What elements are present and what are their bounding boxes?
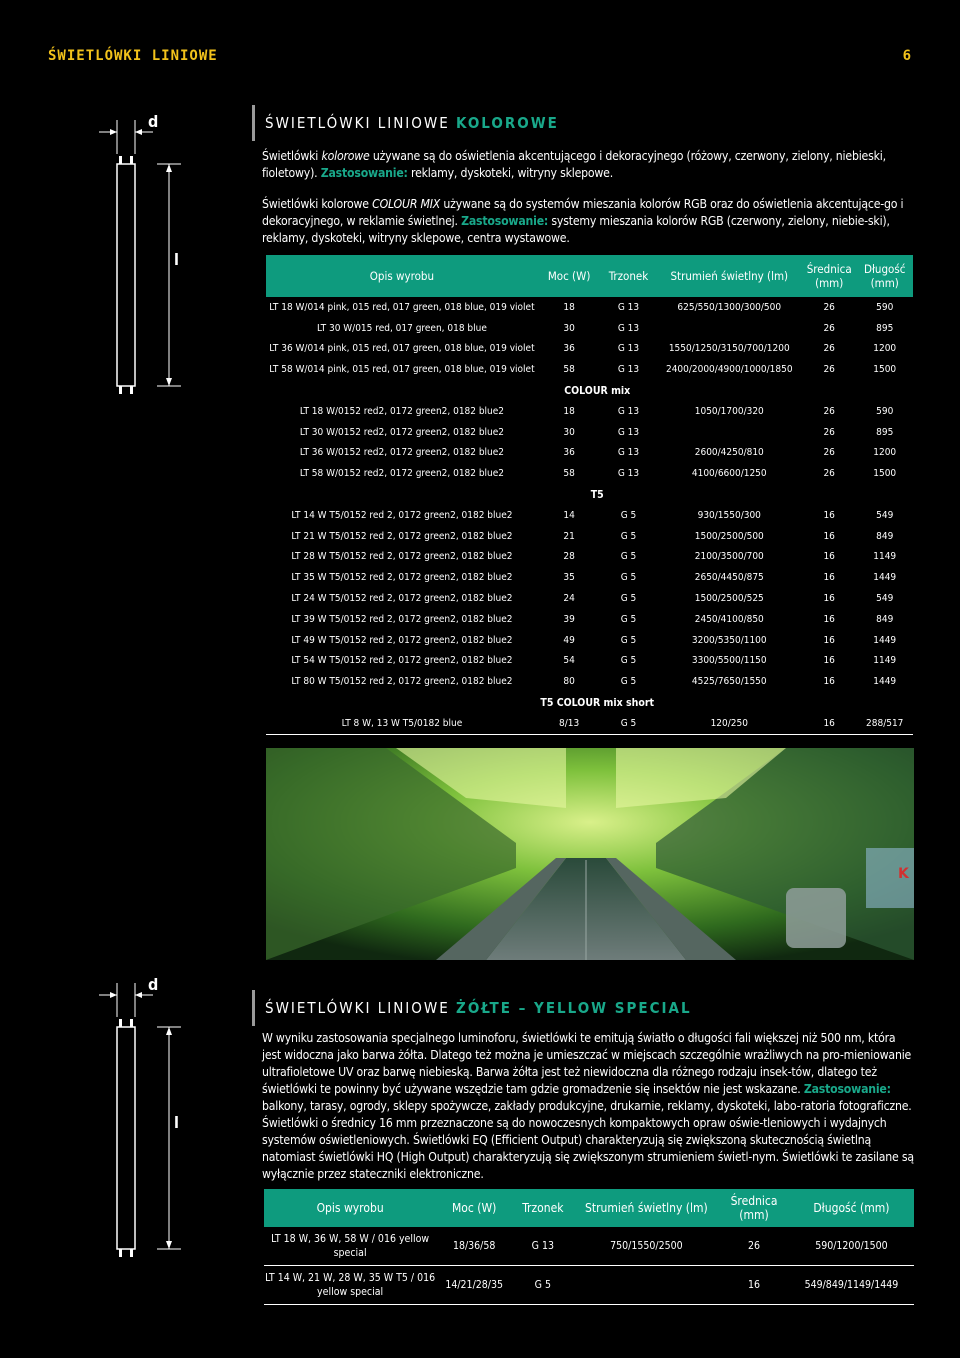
subheader-spacer [657,380,913,401]
cell-desc: LT 36 W/0152 red2, 0172 green2, 0182 blue2 [299,447,505,459]
table-subheader: COLOUR mix [564,384,631,397]
t2-col-flux: Strumień świetlny (lm) [574,1189,720,1227]
tube-dimension-diagram-1 [95,112,195,402]
table-row [264,1227,914,1266]
cell-value: 26 [823,322,835,334]
table-row [266,671,913,692]
cell-value: 1500/2500/525 [694,593,764,605]
subheader-spacer [657,692,913,713]
cell-value: 2400/2000/4900/1000/1850 [665,364,793,376]
colored-tubes-table [266,255,913,735]
cell-desc: LT 30 W/0152 red2, 0172 green2, 0182 blue2 [299,426,505,438]
table-row [266,713,913,734]
cell-value: 26 [823,405,835,417]
cell-value: 2600/4250/810 [694,447,764,459]
diagram-label-l: l [174,250,179,269]
cell-value: 36 [563,447,575,459]
cell-value: 80 [563,676,575,688]
cell-value: 1149 [873,655,897,667]
cell-value: 4100/6600/1250 [691,468,767,480]
subheader-spacer [266,380,538,401]
cell-value: 36 [563,343,575,355]
table-row [266,401,913,422]
cell-value: G 5 [620,655,637,667]
cell-value: G 13 [512,1227,574,1266]
section1-paragraph-1: Świetlówki kolorowe używane są do oświetlenia akcentującego i dekoracyjnego (różowy, czerwony, zielony, niebieski, fioletowy). Zastosowanie: reklamy, dyskoteki, witryny sklepowe. [262,149,886,180]
cell-desc: LT 39 W T5/0152 red 2, 0172 green2, 0182 blue2 [291,613,513,625]
cell-value: 590/1200/1500 [789,1227,914,1266]
cell-desc: LT 18 W/0152 red2, 0172 green2, 0182 blue2 [299,405,505,417]
cell-value: 16 [823,655,835,667]
t2-col-len: Długość (mm) [789,1189,914,1227]
cell-value: 14/21/28/35 [436,1266,512,1305]
t2-col-power: Moc (W) [436,1189,512,1227]
cell-desc: LT 18 W, 36 W, 58 W / 016 yellow special [264,1227,436,1266]
cell-value: 1550/1250/3150/700/1200 [668,343,790,355]
cell-value: 16 [719,1266,789,1305]
cell-value: 16 [823,676,835,688]
table-row [266,651,913,672]
col-desc: Opis wyrobu [266,255,538,297]
cell-value: 590 [876,405,894,417]
cell-value: 2450/4100/850 [694,613,764,625]
table-row [266,505,913,526]
cell-value: 1500/2500/500 [694,530,764,542]
subheader-spacer [266,484,538,505]
cell-value: 35 [563,572,575,584]
cell-value: G 13 [617,322,640,334]
table-row [266,588,913,609]
cell-value: 16 [823,509,835,521]
cell-value: 16 [823,530,835,542]
page-header [48,48,912,70]
cell-value: 54 [563,655,575,667]
cell-value: G 5 [620,530,637,542]
col-base: Trzonek [600,255,656,297]
cell-value: 120/250 [657,713,802,734]
cell-value: 2650/4450/875 [694,572,764,584]
cell-value: 4525/7650/1550 [691,676,767,688]
subheader-spacer [266,692,538,713]
cell-value: 1200 [873,343,897,355]
cell-desc: LT 8 W, 13 W T5/0182 blue [266,713,538,734]
cell-value: 1149 [873,551,897,563]
cell-value: G 13 [617,343,640,355]
table-row [266,547,913,568]
cell-desc: LT 14 W, 21 W, 28 W, 35 W T5 / 016 yellow special [264,1266,436,1305]
cell-value: 30 [563,322,575,334]
cell-value: 26 [823,426,835,438]
t2-col-desc: Opis wyrobu [264,1189,436,1227]
tube-dimension-diagram-2 [95,975,195,1265]
cell-value: 750/1550/2500 [574,1227,720,1266]
cell-value: 625/550/1300/300/500 [677,301,782,313]
cell-desc: LT 49 W T5/0152 red 2, 0172 green2, 0182 blue2 [291,634,513,646]
table-row [266,609,913,630]
cell-value: 26 [823,468,835,480]
cell-value: G 13 [617,468,640,480]
cell-value: G 5 [620,509,637,521]
cell-value: G 13 [617,364,640,376]
cell-value [657,318,802,339]
header-title: ŚWIETLÓWKI LINIOWE [48,48,218,64]
table-row [266,567,913,588]
section2-paragraph: W wyniku zastosowania specjalnego luminoforu, świetlówki te emitują światło o długości fali większej niż 500 nm, która jest widoczna jako barwa żółta. Dlatego też można je umieszczać w miejscach szczególnie wrażliwych na pro-mieniowanie ultrafioletowe UV oraz barwę niebieską. Barwa żółta jest też niewidoczna dla różnego rodzaju insek-tów, dlatego też świetlówki te powinny być używane wszędzie tam gdzie gromadzenie się insektów nie jest wskazane. Zastosowanie: balkony, tarasy, ogrody, sklepy spożywcze, zakłady produkcyjne, drukarnie, reklamy, dyskoteki, labo-ratoria fotograficzne. Świetlówki o średnicy 16 mm przeznaczone są do nowoczesnych kompaktowych opraw oświe-tleniowych i wydajnych systemów oświetleniowych. Świetlówki EQ (Efficient Output) charakteryzują się zwiększoną skutecznością świetlną natomiast świetlówki HQ (High Output) charakteryzują się zwiększonym strumieniem świetl-nym. Świetlówki te zasilane są wyłącznie przez stateczniki elektroniczne. [262,1031,914,1181]
col-power: Moc (W) [538,255,600,297]
cell-value: 3200/5350/1100 [691,634,767,646]
cell-value: 16 [802,713,857,734]
cell-value: 58 [563,468,575,480]
cell-value: 895 [876,322,894,334]
cell-value: 549 [876,509,894,521]
cell-value: G 13 [617,405,640,417]
cell-value: 1500 [873,364,897,376]
cell-value: G 5 [620,551,637,563]
cell-value [657,422,802,443]
cell-desc: LT 36 W/014 pink, 015 red, 017 green, 018 blue, 019 violet [269,343,535,355]
cell-value: G 13 [617,426,640,438]
cell-value: G 13 [617,301,640,313]
table-row [266,526,913,547]
cell-value: 28 [563,551,575,563]
table-subheader-row [266,484,913,505]
cell-value: G 5 [600,713,656,734]
cell-value: 39 [563,613,575,625]
cell-desc: LT 18 W/014 pink, 015 red, 017 green, 018 blue, 019 violet [269,301,535,313]
section1-paragraph-2: Świetlówki kolorowe COLOUR MIX używane są do systemów mieszania kolorów RGB oraz do oświetlenia akcentujące-go i dekoracyjnego, w reklamie świetlnej. Zastosowanie: systemy mieszania kolorów RGB (czerwony, zielony, niebie-ski), reklamy, dyskoteki, witryny sklepowe, centra wystawowe. [262,197,904,245]
escalator-photo [266,748,914,960]
subheader-spacer [657,484,913,505]
cell-value: 21 [563,530,575,542]
cell-value: 16 [823,551,835,563]
cell-value: 1449 [873,572,897,584]
cell-value: 16 [823,634,835,646]
table-row [266,297,913,318]
cell-value [574,1266,720,1305]
cell-value: 1500 [873,468,897,480]
t2-col-diam: Średnica (mm) [719,1189,789,1227]
cell-value: 930/1550/300 [697,509,761,521]
cell-desc: LT 80 W T5/0152 red 2, 0172 green2, 0182 blue2 [291,676,513,688]
diagram-label-d: d [148,112,159,131]
table-subheader-row [266,692,913,713]
cell-desc: LT 54 W T5/0152 red 2, 0172 green2, 0182 blue2 [291,655,513,667]
table-row [266,359,913,380]
cell-value: 288/517 [856,713,913,734]
cell-desc: LT 35 W T5/0152 red 2, 0172 green2, 0182 blue2 [291,572,513,584]
cell-value: G 5 [620,593,637,605]
cell-value: 30 [563,426,575,438]
cell-value: 1449 [873,676,897,688]
cell-desc: LT 30 W/015 red, 017 green, 018 blue [317,322,487,334]
section-title-yellow: ŚWIETLÓWKI LINIOWE ŻÓŁTE – YELLOW SPECIAL [252,990,692,1026]
cell-value: 1050/1700/320 [694,405,764,417]
table-subheader: T5 [590,488,604,501]
table-row [266,630,913,651]
cell-value: 895 [876,426,894,438]
cell-value: G 5 [620,572,637,584]
cell-value: 590 [876,301,894,313]
cell-desc: LT 24 W T5/0152 red 2, 0172 green2, 0182 blue2 [291,593,513,605]
svg-text:K: K [898,866,909,882]
cell-desc: LT 28 W T5/0152 red 2, 0172 green2, 0182 blue2 [291,551,513,563]
cell-value: 16 [823,613,835,625]
cell-value: 849 [876,530,894,542]
table-row [266,443,913,464]
cell-desc: LT 58 W/014 pink, 015 red, 017 green, 018 blue, 019 violet [269,364,535,376]
cell-desc: LT 58 W/0152 red2, 0172 green2, 0182 blue2 [299,468,505,480]
table-row [266,318,913,339]
diagram2-label-d: d [148,975,159,994]
cell-value: G 5 [512,1266,574,1305]
cell-desc: LT 21 W T5/0152 red 2, 0172 green2, 0182 blue2 [291,530,513,542]
cell-value: 849 [876,613,894,625]
section-title-colored: ŚWIETLÓWKI LINIOWE KOLOROWE [252,105,559,141]
cell-value: 18 [563,301,575,313]
cell-value: 26 [823,447,835,459]
cell-value: 18 [563,405,575,417]
cell-desc: LT 14 W T5/0152 red 2, 0172 green2, 0182 blue2 [291,509,513,521]
table-row [266,339,913,360]
cell-value: 1449 [873,634,897,646]
cell-value: 26 [823,343,835,355]
diagram2-label-l: l [174,1113,179,1132]
table-subheader-row [266,380,913,401]
cell-value: 16 [823,593,835,605]
cell-value: 3300/5500/1150 [691,655,767,667]
cell-value: G 5 [620,634,637,646]
col-diam: Średnica (mm) [802,255,857,297]
cell-value: 2100/3500/700 [694,551,764,563]
col-flux: Strumień świetlny (lm) [657,255,802,297]
table-subheader: T5 COLOUR mix short [540,696,655,709]
col-len: Długość (mm) [856,255,913,297]
yellow-tubes-table [264,1189,914,1305]
cell-value: 58 [563,364,575,376]
table-row [264,1266,914,1305]
cell-value: 16 [823,572,835,584]
cell-value: 49 [563,634,575,646]
cell-value: 26 [719,1227,789,1266]
cell-value: 24 [563,593,575,605]
cell-value: G 5 [620,676,637,688]
cell-value: G 13 [617,447,640,459]
t2-col-base: Trzonek [512,1189,574,1227]
cell-value: 549/849/1149/1449 [789,1266,914,1305]
cell-value: 549 [876,593,894,605]
table-row [266,463,913,484]
cell-value: 1200 [873,447,897,459]
cell-value: 26 [823,301,835,313]
cell-value: 18/36/58 [436,1227,512,1266]
cell-value: 26 [823,364,835,376]
cell-value: G 5 [620,613,637,625]
cell-value: 8/13 [538,713,600,734]
cell-value: 14 [563,509,575,521]
table-row [266,422,913,443]
page-number: 6 [902,48,912,64]
